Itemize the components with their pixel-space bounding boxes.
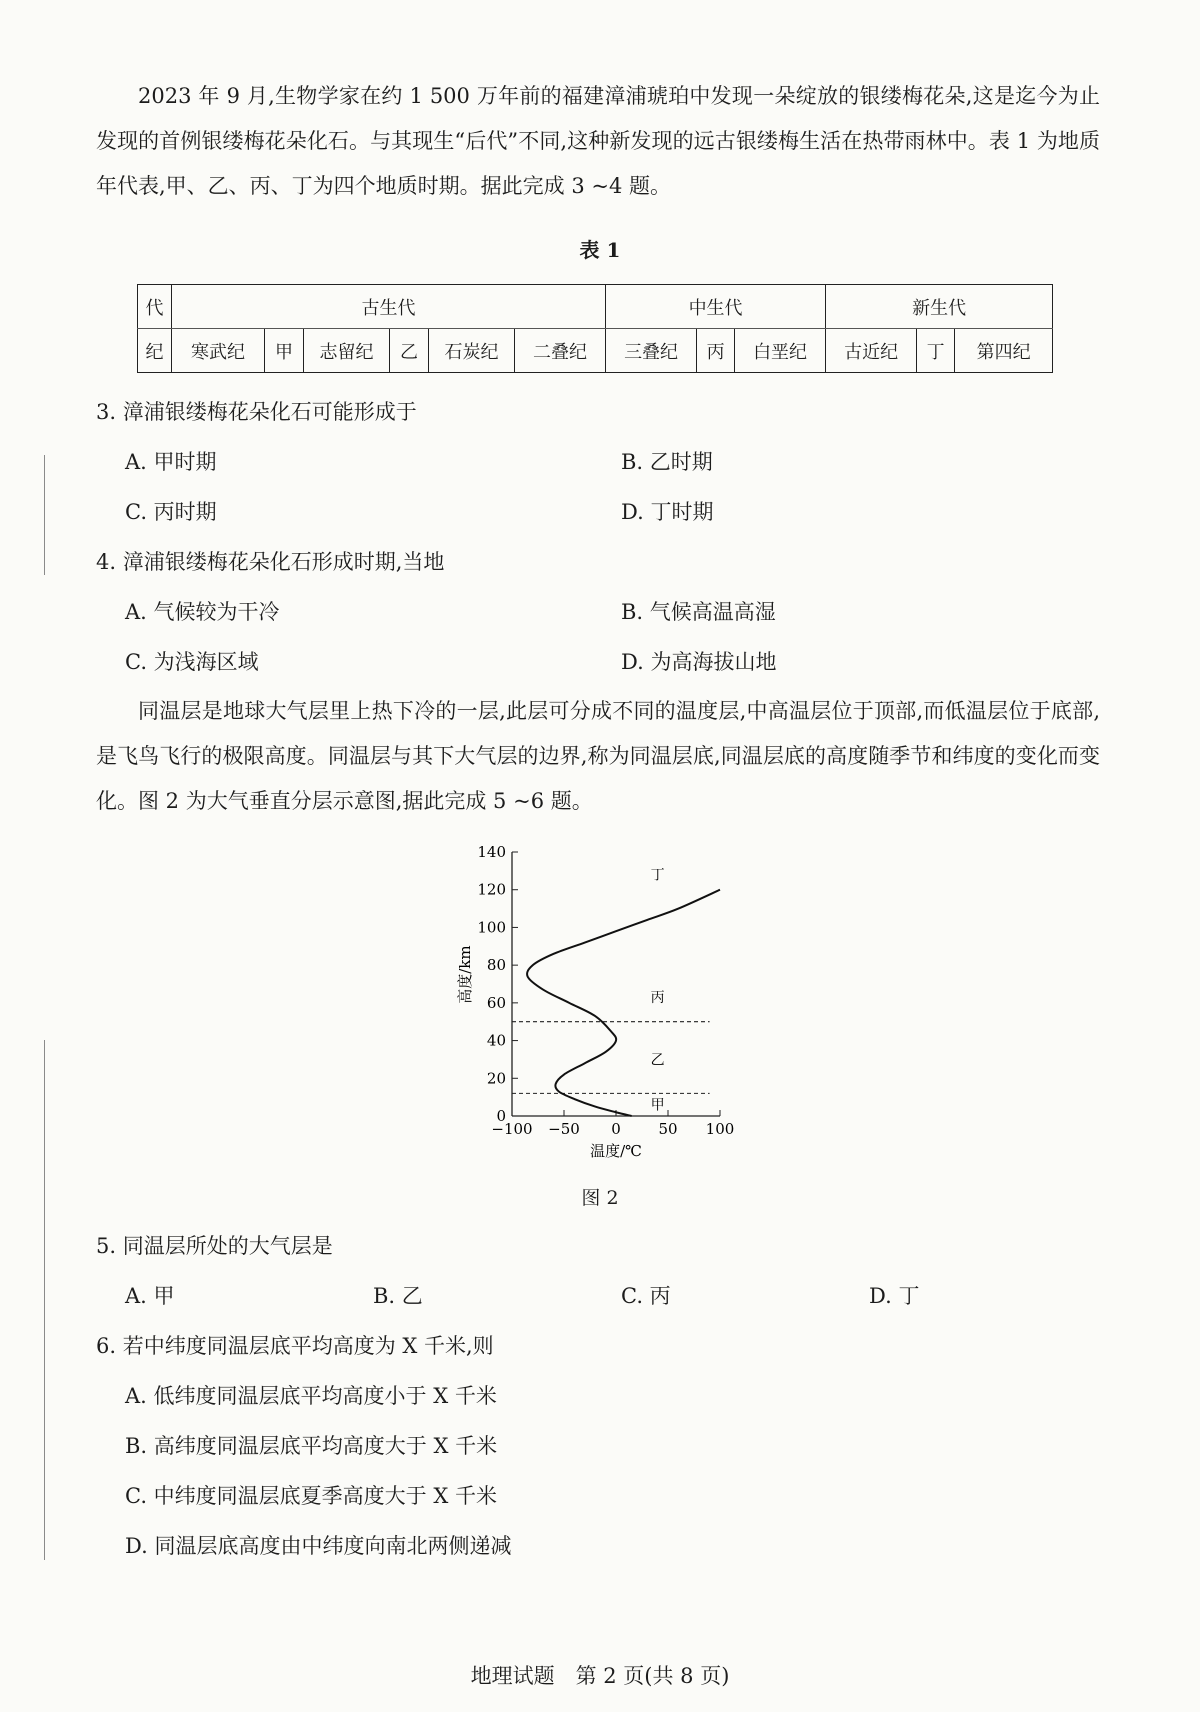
intro-paragraph-stratosphere: 同温层是地球大气层里上热下冷的一层,此层可分成不同的温度层,中高温层位于顶部,而低温层位于底部,是飞鸟飞行的极限高度。同温层与其下大气层的边界,称为同温层底,同温层底的高度随季节和纬度的变化而变化。图 2 为大气垂直分层示意图,据此完成 5 ~6 题。 <box>96 699 1100 813</box>
x-tick-label: 50 <box>658 1120 678 1138</box>
era-header-cell: 代 <box>138 285 172 329</box>
y-tick-label: 0 <box>496 1107 506 1125</box>
y-tick-label: 80 <box>486 956 506 975</box>
x-tick-label: 0 <box>611 1120 621 1138</box>
question-3-option-d[interactable]: D. 丁时期 <box>621 500 714 524</box>
x-tick-label: −50 <box>548 1120 580 1138</box>
period-cell: 古近纪 <box>826 329 917 373</box>
period-cell: 丁 <box>917 329 955 373</box>
period-row <box>138 329 1053 373</box>
question-5-option-c[interactable]: C. 丙 <box>621 1284 671 1308</box>
period-cell: 志留纪 <box>304 329 390 373</box>
x-axis-label: 温度/℃ <box>590 1142 642 1160</box>
question-3-option-a[interactable]: A. 甲时期 <box>125 450 217 474</box>
question-5-option-b[interactable]: B. 乙 <box>373 1284 423 1308</box>
period-cell: 乙 <box>390 329 429 373</box>
question-6-stem: 6. 若中纬度同温层底平均高度为 X 千米,则 <box>96 1334 494 1358</box>
y-tick-label: 140 <box>477 843 506 861</box>
period-cell: 石炭纪 <box>429 329 515 373</box>
question-6-option-b[interactable]: B. 高纬度同温层底平均高度大于 X 千米 <box>125 1434 498 1458</box>
y-tick-label: 20 <box>486 1069 506 1088</box>
layer-label: 甲 <box>650 1097 665 1114</box>
y-tick-label: 40 <box>486 1031 506 1050</box>
question-3-option-c[interactable]: C. 丙时期 <box>125 500 217 524</box>
period-cell: 三叠纪 <box>606 329 697 373</box>
question-4-option-c[interactable]: C. 为浅海区域 <box>125 650 259 674</box>
question-6-option-a[interactable]: A. 低纬度同温层底平均高度小于 X 千米 <box>125 1384 497 1408</box>
layer-label: 丁 <box>650 867 665 884</box>
period-cell: 第四纪 <box>955 329 1053 373</box>
x-tick-label: 100 <box>705 1120 735 1138</box>
period-header-cell: 纪 <box>138 329 172 373</box>
figure-caption: 图 2 <box>581 1187 619 1209</box>
page-footer: 地理试题 第 2 页(共 8 页) <box>470 1664 730 1688</box>
question-4-option-d[interactable]: D. 为高海拔山地 <box>621 650 777 674</box>
question-5-option-a[interactable]: A. 甲 <box>125 1284 175 1308</box>
question-4-option-a[interactable]: A. 气候较为干冷 <box>125 600 280 624</box>
period-cell: 白垩纪 <box>735 329 826 373</box>
era-cell: 古生代 <box>172 285 606 329</box>
question-6-option-d[interactable]: D. 同温层底高度由中纬度向南北两侧递减 <box>125 1534 512 1558</box>
y-tick-label: 60 <box>486 993 506 1012</box>
y-axis-label: 高度/km <box>456 945 474 1004</box>
question-3-option-b[interactable]: B. 乙时期 <box>621 450 713 474</box>
period-cell: 寒武纪 <box>172 329 265 373</box>
x-tick-label: −100 <box>491 1120 533 1138</box>
period-cell: 二叠纪 <box>515 329 606 373</box>
period-cell: 甲 <box>265 329 304 373</box>
geologic-time-table <box>137 284 1053 373</box>
temperature-curve <box>527 890 720 1116</box>
question-5-option-d[interactable]: D. 丁 <box>869 1284 920 1308</box>
question-5-stem: 5. 同温层所处的大气层是 <box>96 1234 333 1258</box>
layer-label: 丙 <box>650 990 665 1007</box>
y-tick-label: 100 <box>477 918 506 937</box>
question-6-option-c[interactable]: C. 中纬度同温层底夏季高度大于 X 千米 <box>125 1484 497 1508</box>
binding-margin-line <box>44 1040 45 1560</box>
question-4-stem: 4. 漳浦银缕梅花朵化石形成时期,当地 <box>96 550 445 574</box>
era-row <box>138 285 1053 329</box>
intro-paragraph-fossil: 2023 年 9 月,生物学家在约 1 500 万年前的福建漳浦琥珀中发现一朵绽放的银缕梅花朵,这是迄今为止发现的首例银缕梅花朵化石。与其现生“后代”不同,这种新发现的远古银缕梅生活在热带雨林中。表 1 为地质年代表,甲、乙、丙、丁为四个地质时期。据此完成 3 ~4 题。 <box>96 84 1100 198</box>
question-3-stem: 3. 漳浦银缕梅花朵化石可能形成于 <box>96 400 417 424</box>
atmosphere-layer-chart <box>440 840 740 1160</box>
binding-margin-line <box>44 455 45 575</box>
y-tick-label: 120 <box>477 880 506 899</box>
layer-label: 乙 <box>650 1052 665 1069</box>
period-cell: 丙 <box>697 329 735 373</box>
table-caption: 表 1 <box>579 238 621 262</box>
question-4-option-b[interactable]: B. 气候高温高湿 <box>621 600 776 624</box>
era-cell: 中生代 <box>606 285 826 329</box>
era-cell: 新生代 <box>826 285 1053 329</box>
